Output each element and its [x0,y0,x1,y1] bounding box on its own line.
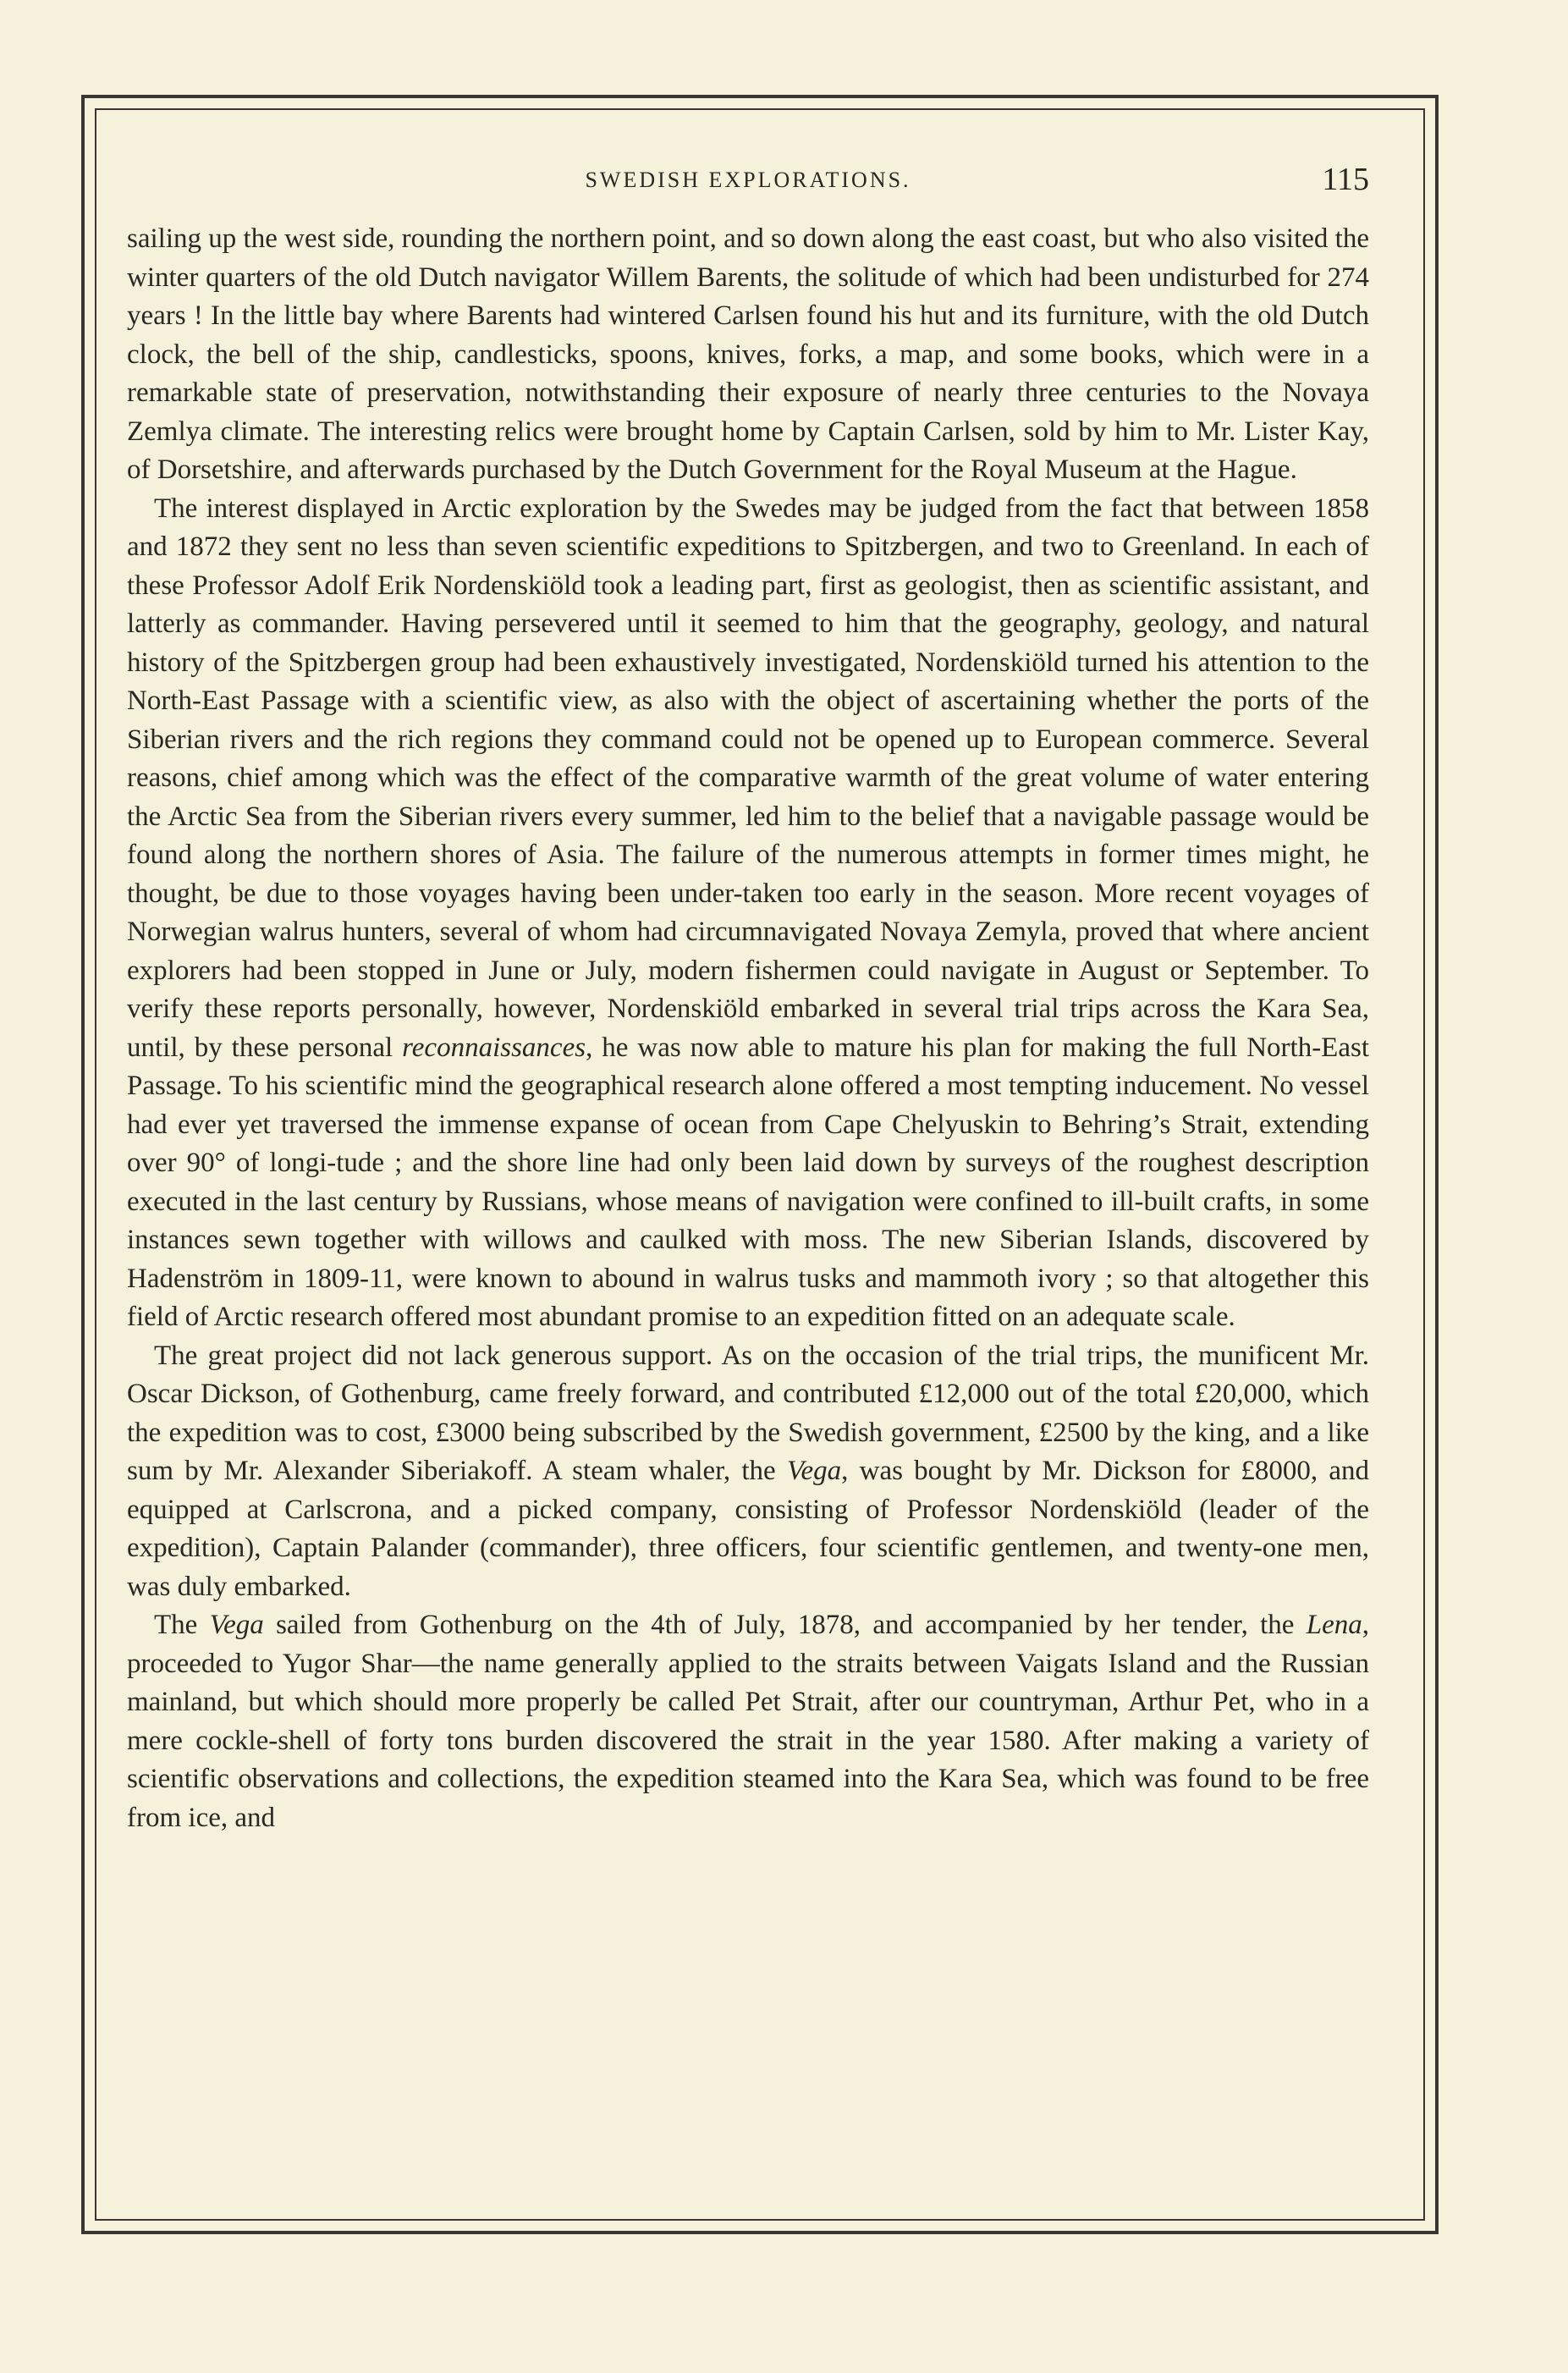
paragraph-text: sailed from Gothenburg on the 4th of July, 1878, and accompanied by her tender, the [263,1610,1307,1640]
paragraph-text: The great project did not lack generous support. As on the occasion of the trial trips, the munificent Mr. Oscar Dickson, of Gothenburg, came freely forward, and contributed £12,000 out of the total £20,000, which the expedition was to cost, £3000 being subscribed by the Swedish government, £2500 by the king, and a like sum by Mr. Alexander Siberiakoff. A steam whaler, the [127,1340,1369,1486]
running-title: SWEDISH EXPLORATIONS. [585,168,911,192]
body-text [127,220,1369,1837]
paragraph-1 [127,220,1369,490]
italic-term: reconnaissances [402,1032,586,1063]
paragraph-text: , proceeded to Yugor Shar—the name generally applied to the straits between Vaigats Island and the Russian mainland, but which should more properly be called Pet Strait, after our countryman, Arthur Pet, who in a mere cockle-shell of forty tons burden discovered the strait in the year 1580. After making a variety of scientific observations and collections, the expedition steamed into the Kara Sea, which was found to be free from ice, and [127,1610,1369,1833]
page-content [127,152,1369,1837]
ship-name: Vega [209,1610,264,1640]
page-number: 115 [1322,162,1369,197]
running-head [127,152,1369,203]
paragraph-2 [127,490,1369,1337]
ship-name: Lena [1306,1610,1362,1640]
paragraph-3 [127,1337,1369,1607]
ship-name: Vega [786,1456,842,1486]
paragraph-text: The [154,1610,210,1640]
paragraph-text: , he was now able to mature his plan for making the full North-East Passage. To his scientific mind the geographical research alone offered a most tempting inducement. No vessel had ever yet traversed the immense expanse of ocean from Cape Chelyuskin to Behring’s Strait, extending over 90° of longi-tude ; and the shore line had only been laid down by surveys of the roughest description executed in the last century by Russians, whose means of navigation were confined to ill-built crafts, in some instances sewn together with willows and caulked with moss. The new Siberian Islands, discovered by Hadenström in 1809-11, were known to abound in walrus tusks and mammoth ivory ; so that altogether this field of Arctic research offered most abundant promise to an expedition fitted on an adequate scale. [127,1032,1369,1332]
paragraph-text: , was bought by Mr. Dickson for £8000, and equipped at Carlscrona, and a picked company, consisting of Professor Nordenskiöld (leader of the expedition), Captain Palander (commander), three officers, four scientific gentlemen, and twenty-one men, was duly embarked. [127,1456,1369,1602]
paragraph-text: sailing up the west side, rounding the northern point, and so down along the east coast, but who also visited the winter quarters of the old Dutch navigator Willem Barents, the solitude of which had been undisturbed for 274 years ! In the little bay where Barents had wintered Carlsen found his hut and its furniture, with the old Dutch clock, the bell of the ship, candlesticks, spoons, knives, forks, a map, and some books, which were in a remarkable state of preservation, notwithstanding their exposure of nearly three centuries to the Novaya Zemlya climate. The interesting relics were brought home by Captain Carlsen, sold by him to Mr. Lister Kay, of Dorsetshire, and afterwards purchased by the Dutch Government for the Royal Museum at the Hague. [127,223,1369,485]
paragraph-4 [127,1606,1369,1837]
paragraph-text: The interest displayed in Arctic exploration by the Swedes may be judged from the fact that between 1858 and 1872 they sent no less than seven scientific expeditions to Spitzbergen, and two to Greenland. In each of these Professor Adolf Erik Nordenskiöld took a leading part, first as geologist, then as scientific assistant, and latterly as commander. Having persevered until it seemed to him that the geography, geology, and natural history of the Spitzbergen group had been exhaustively investigated, Nordenskiöld turned his attention to the North-East Passage with a scientific view, as also with the object of ascertaining whether the ports of the Siberian rivers and the rich regions they command could not be opened up to European commerce. Several reasons, chief among which was the effect of the comparative warmth of the great volume of water entering the Arctic Sea from the Siberian rivers every summer, led him to the belief that a navigable passage would be found along the northern shores of Asia. The failure of the numerous attempts in former times might, he thought, be due to those voyages having been under-taken too early in the season. More recent voyages of Norwegian walrus hunters, several of whom had circumnavigated Novaya Zemyla, proved that where ancient explorers had been stopped in June or July, modern fishermen could navigate in August or September. To verify these reports personally, however, Nordenskiöld embarked in several trial trips across the Kara Sea, until, by these personal [127,493,1369,1063]
